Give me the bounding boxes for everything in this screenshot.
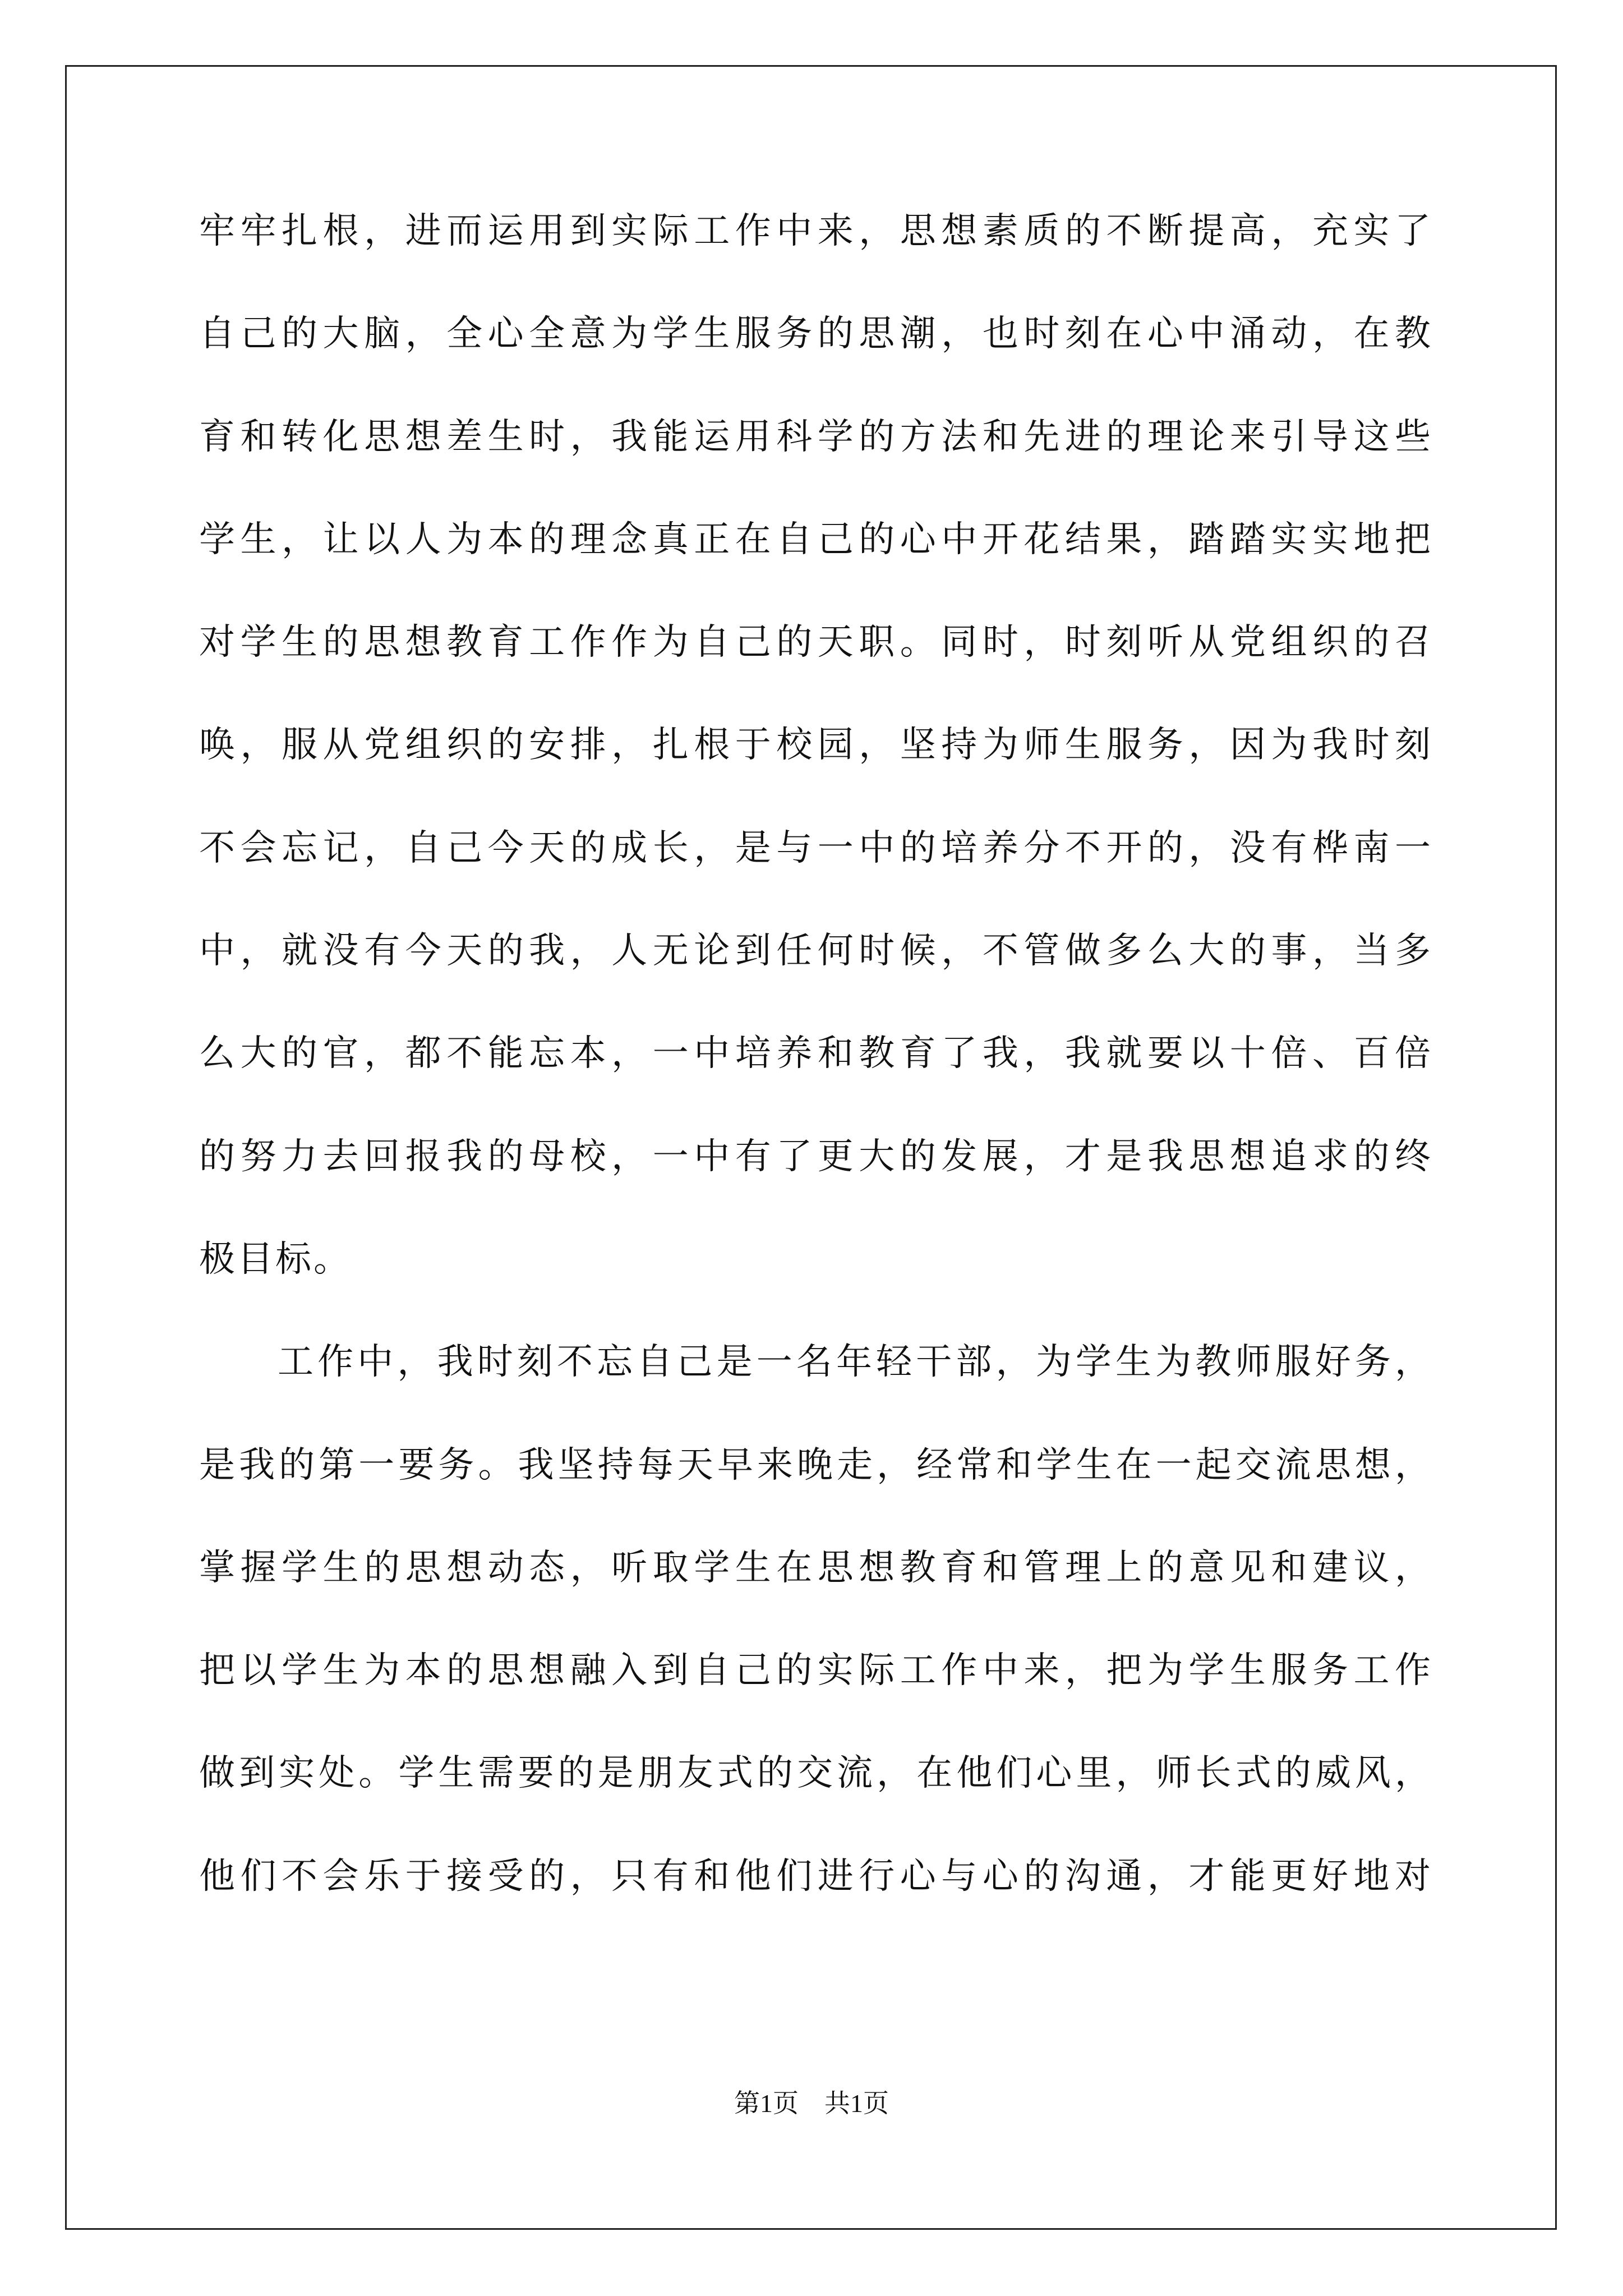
text-line: 他们不会乐于接受的，只有和他们进行心与心的沟通，才能更好地对: [199, 1855, 1433, 1897]
document-body: [199, 210, 1433, 1961]
text-line: 牢牢扎根，进而运用到实际工作中来，思想素质的不断提高，充实了: [199, 210, 1433, 252]
text-line: 中，就没有今天的我，人无论到任何时候，不管做多么大的事，当多: [199, 930, 1433, 972]
text-line: 自己的大脑，全心全意为学生服务的思潮，也时刻在心中涌动，在教: [199, 313, 1433, 355]
text-line: 的努力去回报我的母校，一中有了更大的发展，才是我思想追求的终: [199, 1135, 1433, 1177]
text-line: 学生，让以人为本的理念真正在自己的心中开花结果，踏踏实实地把: [199, 518, 1433, 560]
text-line: 对学生的思想教育工作作为自己的天职。同时，时刻听从党组织的召: [199, 622, 1433, 664]
text-line: 唤，服从党组织的安排，扎根于校园，坚持为师生服务，因为我时刻: [199, 724, 1433, 766]
paragraph-first-line: 工作中，我时刻不忘自己是一名年轻干部，为学生为教师服好务，: [278, 1341, 1433, 1383]
text-line: 是我的第一要务。我坚持每天早来晚走，经常和学生在一起交流思想，: [199, 1444, 1433, 1486]
page-footer: [0, 2090, 1623, 2118]
text-line: 掌握学生的思想动态，听取学生在思想教育和管理上的意见和建议，: [199, 1547, 1433, 1589]
text-line: 不会忘记，自己今天的成长，是与一中的培养分不开的，没有桦南一: [199, 827, 1433, 869]
text-line: 么大的官，都不能忘本，一中培养和教育了我，我就要以十倍、百倍: [199, 1033, 1433, 1075]
text-line: 极目标。: [199, 1238, 352, 1280]
text-line: 育和转化思想差生时，我能运用科学的方法和先进的理论来引导这些: [199, 416, 1433, 458]
text-line: 做到实处。学生需要的是朋友式的交流，在他们心里，师长式的威风，: [199, 1752, 1433, 1795]
text-line: 把以学生为本的思想融入到自己的实际工作中来，把为学生服务工作: [199, 1650, 1433, 1692]
page-number: 第1页: [734, 2089, 799, 2118]
page-total: 共1页: [824, 2089, 889, 2118]
